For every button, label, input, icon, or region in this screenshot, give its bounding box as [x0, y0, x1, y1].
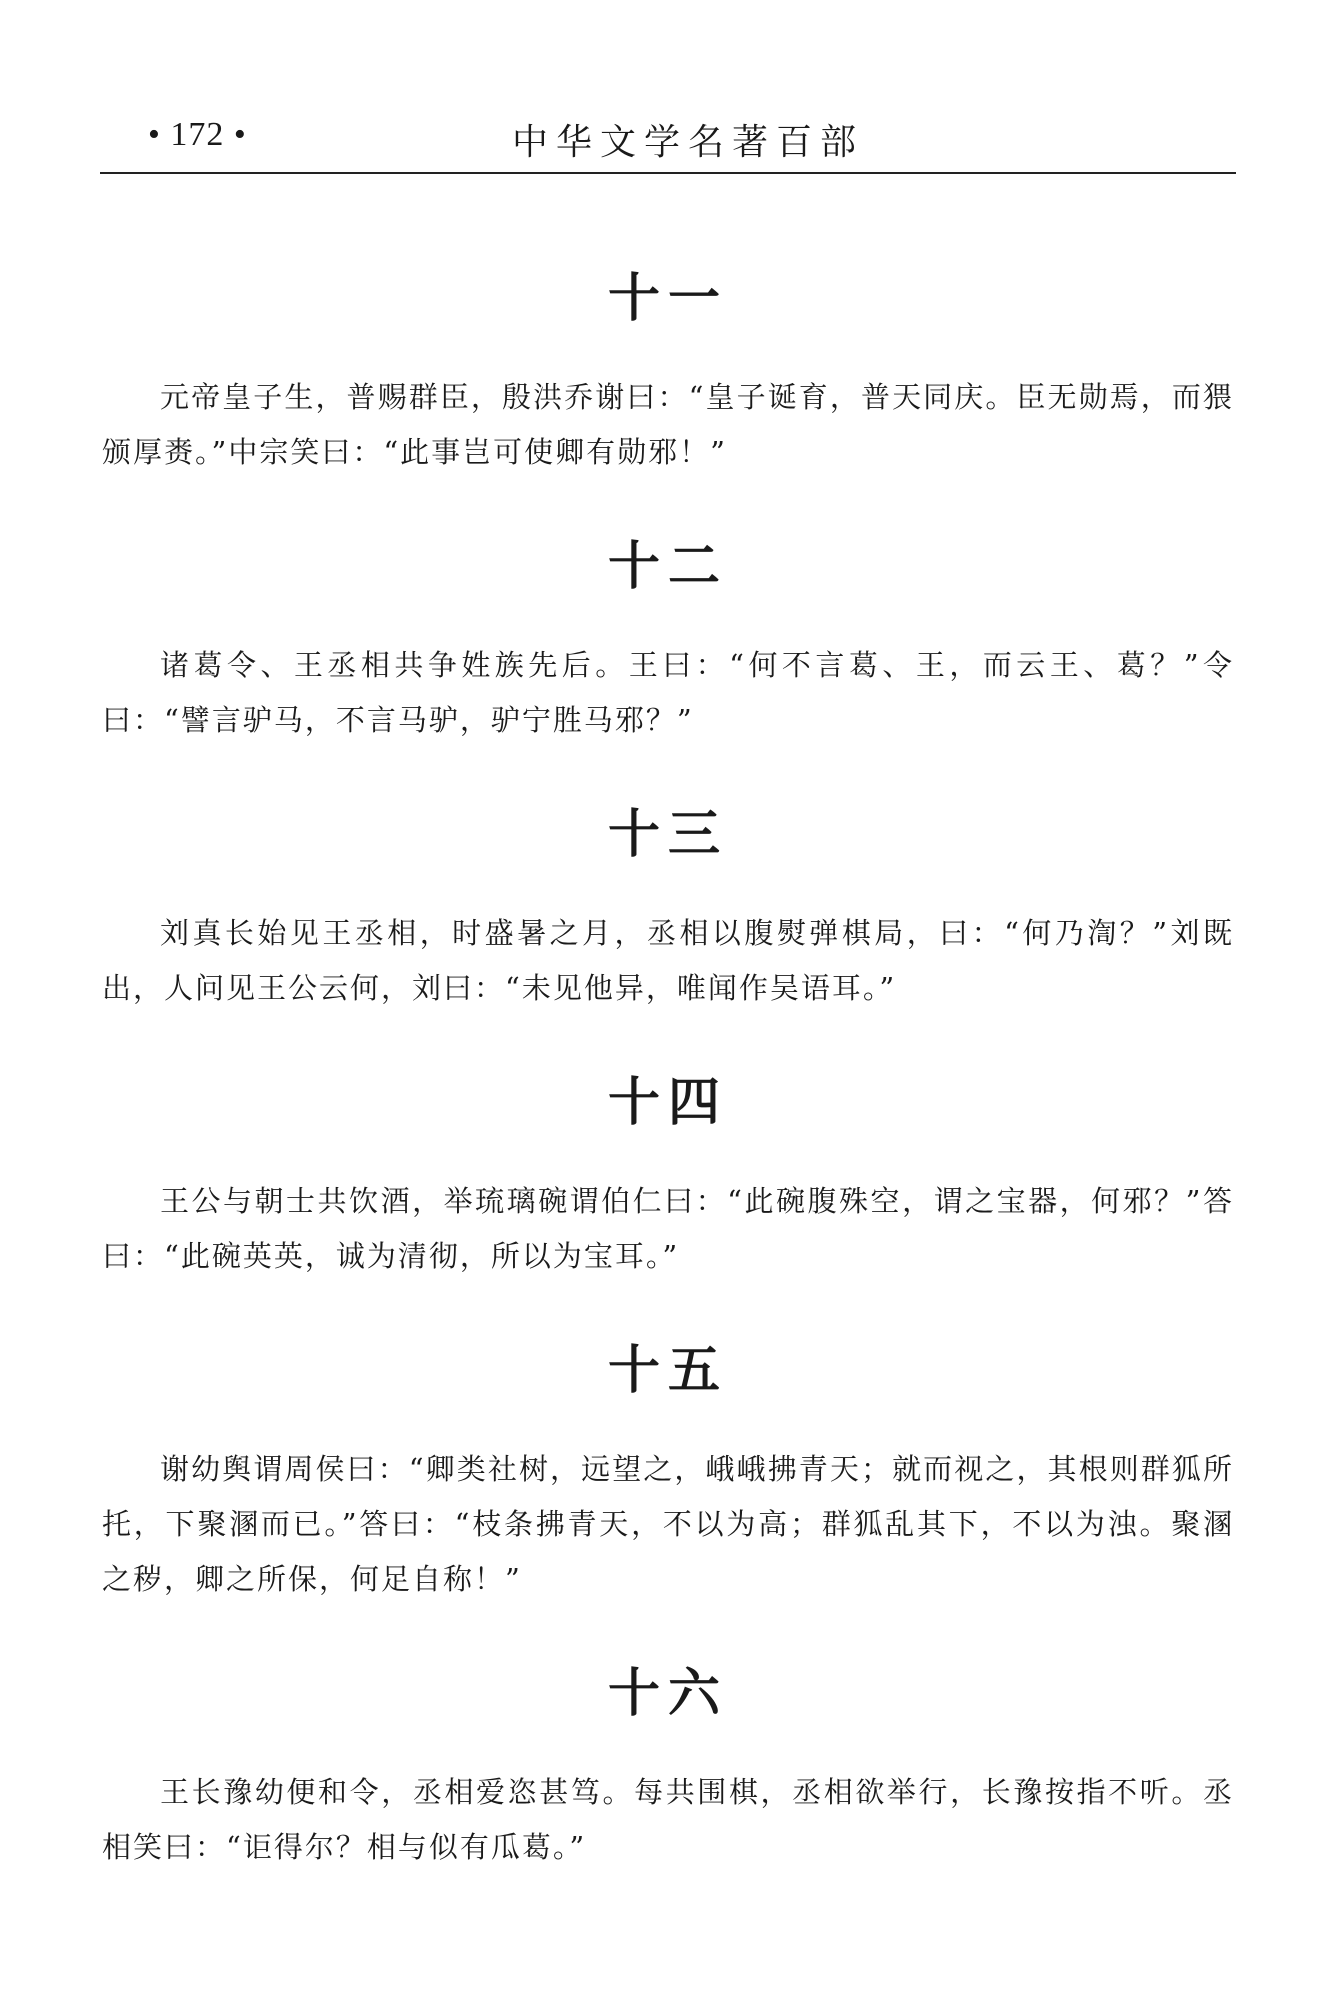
section-15: [102, 1340, 1234, 1607]
section-paragraph: 王公与朝士共饮酒，举琉璃碗谓伯仁曰：“此碗腹殊空，谓之宝器，何邪？”答曰：“此碗英英，诚为清彻，所以为宝耳。”: [102, 1184, 1234, 1273]
section-11: [102, 268, 1234, 480]
section-paragraph: 元帝皇子生，普赐群臣，殷洪乔谢曰：“皇子诞育，普天同庆。臣无勋焉，而猥颁厚赉。”中宗笑曰：“此事岂可使卿有勋邪！”: [102, 380, 1234, 469]
section-paragraph: 刘真长始见王丞相，时盛暑之月，丞相以腹熨弹棋局，曰：“何乃渹？”刘既出，人问见王公云何，刘曰：“未见他异，唯闻作吴语耳。”: [102, 916, 1234, 1005]
section-heading: 十六: [607, 1664, 728, 1724]
page-number: • 172 •: [148, 116, 247, 153]
section-heading: 十四: [607, 1073, 728, 1133]
page-header: [100, 110, 1236, 174]
section-heading: 十一: [607, 269, 728, 329]
section-12: [102, 536, 1234, 748]
section-heading: 十三: [607, 805, 728, 865]
section-heading: 十五: [607, 1341, 728, 1401]
section-paragraph: 王长豫幼便和令，丞相爱恣甚笃。每共围棋，丞相欲举行，长豫按指不听。丞相笑曰：“讵得尔？相与似有瓜葛。”: [102, 1775, 1234, 1864]
section-14: [102, 1072, 1234, 1284]
section-paragraph: 谢幼舆谓周侯曰：“卿类社树，远望之，峨峨拂青天；就而视之，其根则群狐所托，下聚溷而已。”答曰：“枝条拂青天，不以为高；群狐乱其下，不以为浊。聚溷之秽，卿之所保，何足自称！”: [102, 1452, 1234, 1596]
page-body: [102, 268, 1234, 1931]
book-title: 中华文学名著百部: [511, 122, 864, 163]
section-heading: 十二: [607, 537, 728, 597]
section-13: [102, 804, 1234, 1016]
section-paragraph: 诸葛令、王丞相共争姓族先后。王曰：“何不言葛、王，而云王、葛？”令曰：“譬言驴马，不言马驴，驴宁胜马邪？”: [102, 648, 1234, 737]
section-16: [102, 1663, 1234, 1875]
